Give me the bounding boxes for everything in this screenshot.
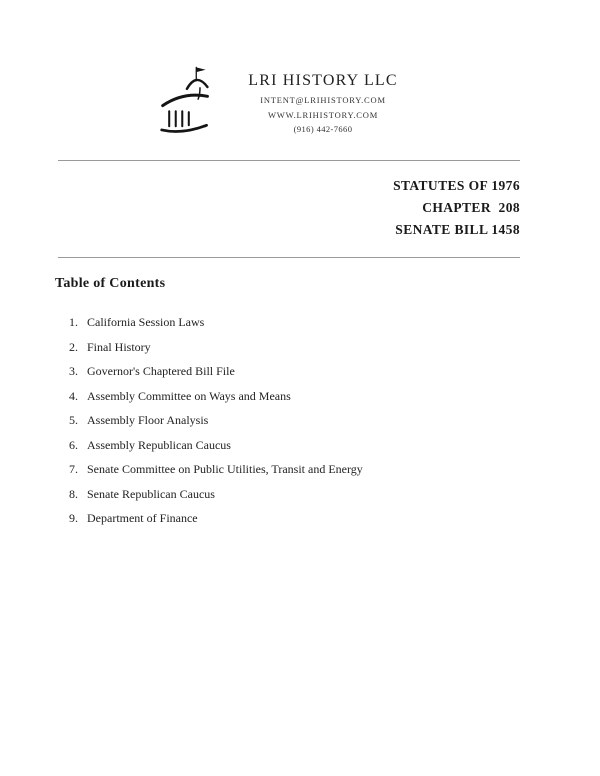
- email-text: INTENT@LRIHISTORY.COM: [260, 95, 386, 105]
- toc-item-label: Assembly Committee on Ways and Means: [87, 388, 291, 403]
- case-info-block: [0, 175, 600, 241]
- toc-item: [62, 359, 600, 384]
- toc-item-number: 3.: [69, 364, 78, 378]
- toc-item-number: 8.: [69, 486, 78, 501]
- chapter-line: CHAPTER 208: [422, 200, 520, 215]
- divider-bottom: [58, 257, 520, 258]
- toc-item: [62, 384, 600, 409]
- statutes-line: STATUTES OF 1976: [393, 178, 520, 193]
- divider-top: [58, 160, 520, 161]
- toc-item: [62, 433, 600, 458]
- senate-bill-line: SENATE BILL 1458: [395, 222, 520, 237]
- company-name: LRI HISTORY LLC: [248, 72, 398, 89]
- toc-item: [62, 482, 600, 507]
- toc-item-label: Governor's Chaptered Bill File: [87, 364, 235, 378]
- toc-item-label: Assembly Republican Caucus: [87, 437, 231, 452]
- website-text: WWW.LRIHISTORY.COM: [267, 110, 379, 120]
- toc-item: [62, 408, 600, 433]
- toc-item-number: 6.: [69, 437, 78, 452]
- toc-item-label: Senate Republican Caucus: [87, 486, 215, 501]
- letterhead: [0, 62, 578, 140]
- phone-text: (916) 442-7660: [293, 124, 353, 134]
- toc-item-label: Senate Committee on Public Utilities, Transit and Energy: [87, 462, 363, 476]
- toc-item-number: 1.: [69, 315, 78, 329]
- toc-item-label: Final History: [87, 339, 151, 354]
- toc-title: Table of Contents: [55, 276, 166, 291]
- toc-item-number: 7.: [69, 462, 78, 476]
- toc-item-number: 2.: [69, 339, 78, 354]
- toc-item: [62, 335, 600, 360]
- toc-item: [62, 310, 600, 335]
- letterhead-text: [248, 62, 398, 134]
- toc-item-number: 9.: [69, 511, 78, 525]
- toc-item-number: 5.: [69, 413, 78, 427]
- toc-item: [62, 457, 600, 482]
- toc-item-label: California Session Laws: [87, 315, 205, 329]
- toc-item-number: 4.: [69, 388, 78, 403]
- toc-list: [0, 310, 600, 531]
- toc-item: [62, 506, 600, 531]
- capitol-logo-icon: [158, 62, 214, 140]
- toc-item-label: Department of Finance: [87, 511, 198, 525]
- toc-item-label: Assembly Floor Analysis: [87, 413, 209, 427]
